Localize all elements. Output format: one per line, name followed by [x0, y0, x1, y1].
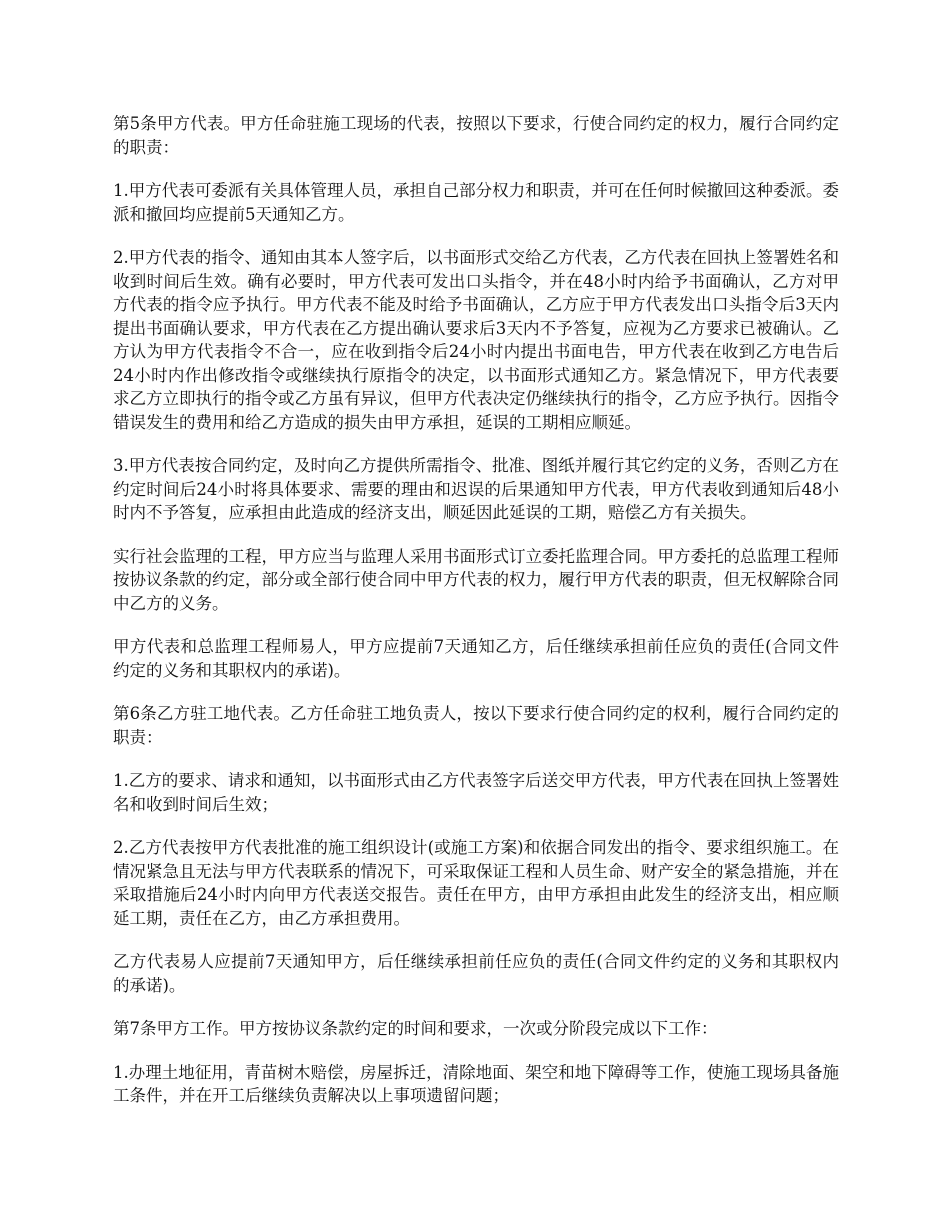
paragraph-article-7-item-1: 1.办理土地征用，青苗树木赔偿，房屋拆迁，清除地面、架空和地下障碍等工作，使施工现场具备施工条件，并在开工后继续负责解决以上事项遗留问题； — [113, 1062, 839, 1105]
paragraph-article-7: 第7条甲方工作。甲方按协议条款约定的时间和要求，一次或分阶段完成以下工作： — [113, 1019, 718, 1038]
paragraph-article-6-item-2: 2.乙方代表按甲方代表批准的施工组织设计(或施工方案)和依据合同发出的指令、要求组织施工。在情况紧急且无法与甲方代表联系的情况下，可采取保证工程和人员生命、财产安全的紧急措施，并在采取措施后24小时内向甲方代表送交报告。责任在甲方，由甲方承担由此发生的经济支出，相应顺延工期，责任在乙方，由乙方承担费用。 — [113, 838, 839, 928]
paragraph-article-5: 第5条甲方代表。甲方任命驻施工现场的代表，按照以下要求，行使合同约定的权力，履行合同约定的职责： — [113, 114, 839, 157]
document-body — [113, 112, 839, 1128]
paragraph-article-5-item-1: 1.甲方代表可委派有关具体管理人员，承担自己部分权力和职责，并可在任何时候撤回这种委派。委派和撤回均应提前5天通知乙方。 — [113, 181, 839, 224]
paragraph-contractor-change: 乙方代表易人应提前7天通知甲方，后任继续承担前任应负的责任(合同文件约定的义务和其职权内的承诺)。 — [113, 952, 839, 995]
paragraph-supervision: 实行社会监理的工程，甲方应当与监理人采用书面形式订立委托监理合同。甲方委托的总监理工程师按协议条款的约定，部分或全部行使合同中甲方代表的权力，履行甲方代表的职责，但无权解除合同中乙方的义务。 — [113, 546, 839, 613]
paragraph-article-5-item-2: 2.甲方代表的指令、通知由其本人签字后，以书面形式交给乙方代表，乙方代表在回执上签署姓名和收到时间后生效。确有必要时，甲方代表可发出口头指令，并在48小时内给予书面确认，乙方对甲方代表的指令应予执行。甲方代表不能及时给予书面确认，乙方应于甲方代表发出口头指令后3天内提出书面确认要求，甲方代表在乙方提出确认要求后3天内不予答复，应视为乙方要求已被确认。乙方认为甲方代表指令不合一，应在收到指令后24小时内提出书面电告，甲方代表在收到乙方电告后24小时内作出修改指令或继续执行原指令的决定，以书面形式通知乙方。紧急情况下，甲方代表要求乙方立即执行的指令或乙方虽有异议，但甲方代表决定仍继续执行的指令，乙方应予执行。因指令错误发生的费用和给乙方造成的损失由甲方承担，延误的工期相应顺延。 — [113, 248, 839, 432]
paragraph-article-5-item-3: 3.甲方代表按合同约定，及时向乙方提供所需指令、批准、图纸并履行其它约定的义务，否则乙方在约定时间后24小时将具体要求、需要的理由和迟误的后果通知甲方代表，甲方代表收到通知后48小时内不予答复，应承担由此造成的经济支出，顺延因此延误的工期，赔偿乙方有关损失。 — [113, 456, 839, 522]
paragraph-article-6-item-1: 1.乙方的要求、请求和通知，以书面形式由乙方代表签字后送交甲方代表，甲方代表在回执上签署姓名和收到时间后生效； — [113, 771, 839, 814]
paragraph-representative-change: 甲方代表和总监理工程师易人，甲方应提前7天通知乙方，后任继续承担前任应负的责任(合同文件约定的义务和其职权内的承诺)。 — [113, 637, 839, 680]
paragraph-article-6: 第6条乙方驻工地代表。乙方任命驻工地负责人，按以下要求行使合同约定的权利，履行合同约定的职责： — [113, 704, 839, 747]
